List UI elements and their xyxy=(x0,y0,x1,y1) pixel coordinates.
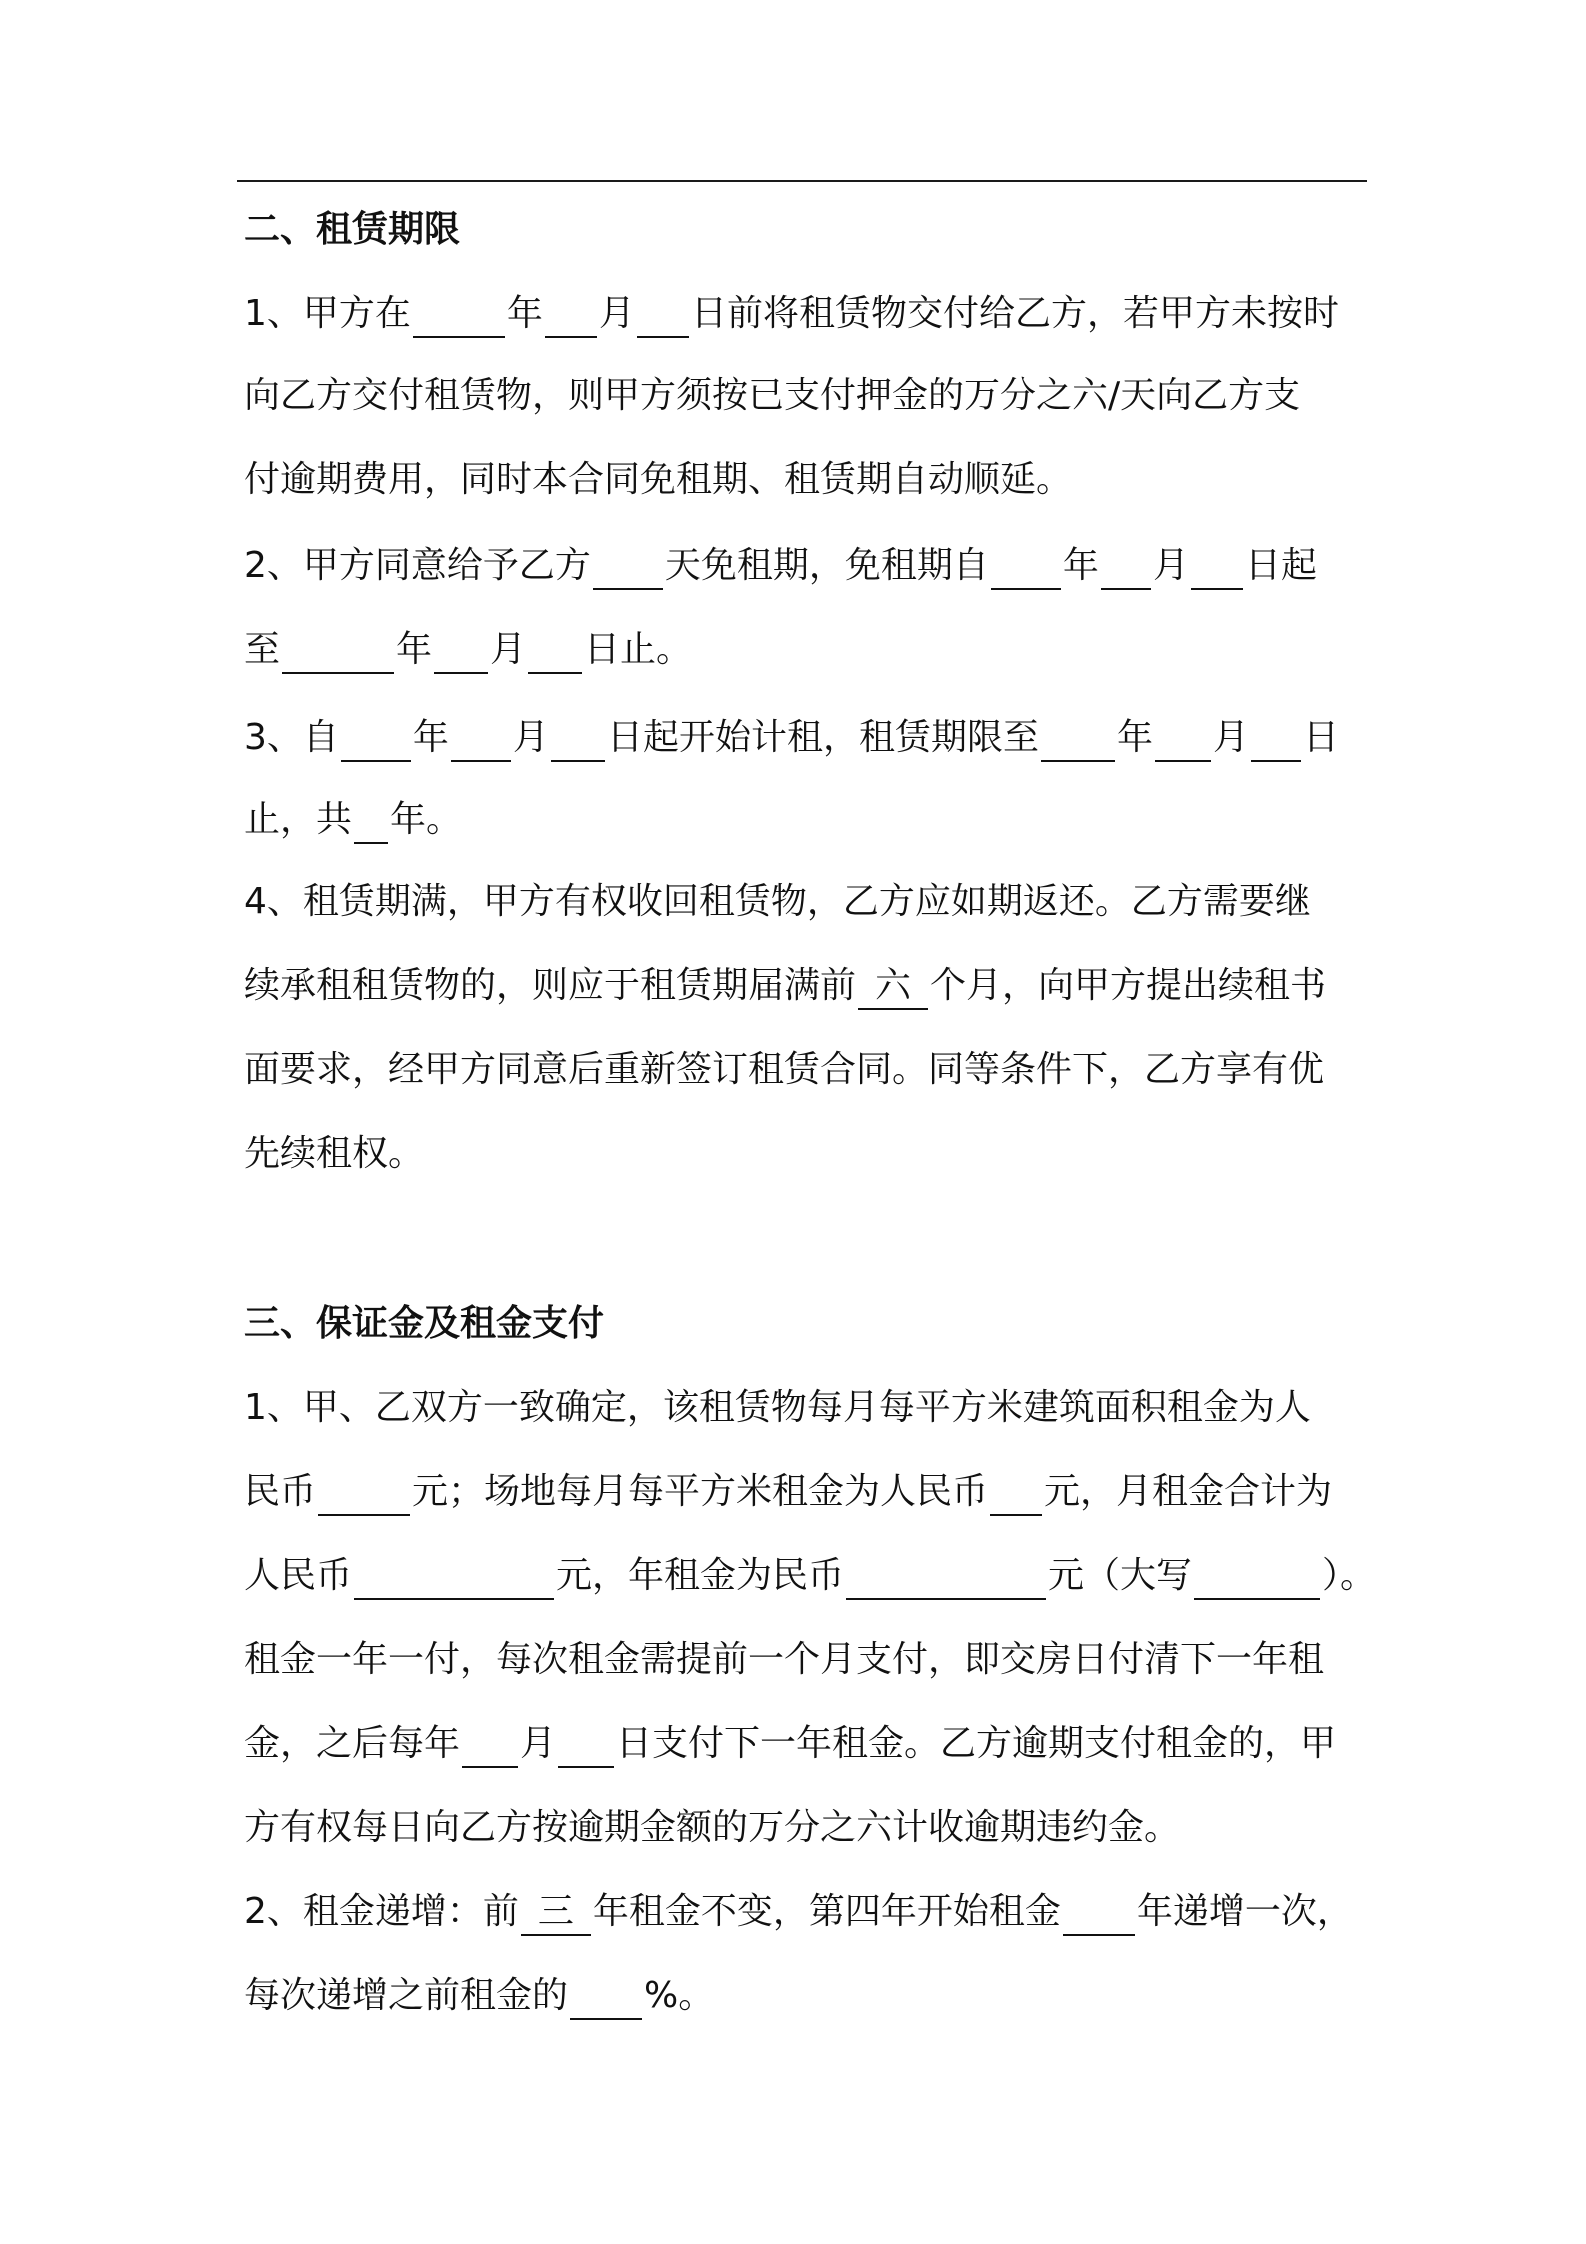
blank-month[interactable] xyxy=(451,716,511,762)
clause-2-3-line-1: 3、自 年 月 日起开始计租，租赁期限至 年 月 日 xyxy=(244,714,1339,762)
clause-3-2-line-1: 2、租金递增：前 三 年租金不变，第四年开始租金 年递增一次， xyxy=(244,1888,1353,1936)
blank-day[interactable] xyxy=(1191,544,1243,590)
blank-years-total[interactable] xyxy=(354,798,388,844)
blank-annual-rent[interactable] xyxy=(846,1554,1046,1600)
blank-month[interactable] xyxy=(1101,544,1151,590)
clause-3-1-line-6: 方有权每日向乙方按逾期金额的万分之六计收逾期违约金。 xyxy=(244,1807,1181,1848)
blank-rent-site[interactable] xyxy=(990,1470,1042,1516)
blank-day[interactable] xyxy=(1251,716,1301,762)
header-rule xyxy=(237,180,1367,182)
clause-3-2-line-2: 每次递增之前租金的 %。 xyxy=(244,1972,714,2020)
blank-month[interactable] xyxy=(1155,716,1211,762)
blank-month[interactable] xyxy=(545,292,597,338)
clause-3-1-line-5: 金，之后每年 月 日支付下一年租金。乙方逾期支付租金的，甲 xyxy=(244,1720,1336,1768)
clause-2-4-line-2: 续承租租赁物的，则应于租赁期届满前 六 个月，向甲方提出续租书 xyxy=(244,962,1326,1010)
clause-3-1-line-4: 租金一年一付，每次租金需提前一个月支付，即交房日付清下一年租 xyxy=(244,1639,1325,1680)
blank-months-notice[interactable]: 六 xyxy=(858,964,928,1010)
blank-day[interactable] xyxy=(551,716,605,762)
clause-3-1-line-2: 民币 元；场地每月每平方米租金为人民币 元，月租金合计为 xyxy=(244,1468,1332,1516)
clause-2-3-line-2: 止，共 年。 xyxy=(244,796,462,844)
blank-increase-percent[interactable] xyxy=(570,1974,642,2020)
blank-year[interactable] xyxy=(413,292,505,338)
clause-2-1-line-3: 付逾期费用，同时本合同免租期、租赁期自动顺延。 xyxy=(244,459,1073,500)
blank-increase-interval[interactable] xyxy=(1063,1890,1135,1936)
blank-year[interactable] xyxy=(1041,716,1115,762)
clause-2-2-line-1: 2、甲方同意给予乙方 天免租期，免租期自 年 月 日起 xyxy=(244,542,1317,590)
clause-2-1-line-1: 1、甲方在 年 月 日前将租赁物交付给乙方，若甲方未按时 xyxy=(244,290,1339,338)
blank-amount-in-words[interactable] xyxy=(1194,1554,1320,1600)
blank-year[interactable] xyxy=(341,716,411,762)
blank-day[interactable] xyxy=(558,1722,614,1768)
blank-year[interactable] xyxy=(991,544,1061,590)
blank-day[interactable] xyxy=(528,628,582,674)
clause-2-4-line-3: 面要求，经甲方同意后重新签订租赁合同。同等条件下，乙方享有优 xyxy=(244,1049,1325,1090)
clause-2-2-line-2: 至 年 月 日止。 xyxy=(244,626,692,674)
clause-3-1-line-1: 1、甲、乙双方一致确定，该租赁物每月每平方米建筑面积租金为人 xyxy=(244,1387,1311,1428)
section-2-heading: 二、租赁期限 xyxy=(244,209,461,250)
blank-month[interactable] xyxy=(462,1722,518,1768)
blank-fixed-years[interactable]: 三 xyxy=(521,1890,591,1936)
clause-2-4-line-4: 先续租权。 xyxy=(244,1133,425,1174)
blank-year[interactable] xyxy=(282,628,394,674)
clause-3-1-line-3: 人民币 元，年租金为民币 元（大写 ）。 xyxy=(244,1552,1376,1600)
blank-monthly-rent[interactable] xyxy=(354,1554,554,1600)
clause-2-1-line-2: 向乙方交付租赁物，则甲方须按已支付押金的万分之六/天向乙方支 xyxy=(244,375,1301,416)
section-3-heading: 三、保证金及租金支付 xyxy=(244,1303,605,1344)
blank-free-days[interactable] xyxy=(593,544,663,590)
blank-day[interactable] xyxy=(637,292,689,338)
clause-2-4-line-1: 4、租赁期满，甲方有权收回租赁物，乙方应如期返还。乙方需要继 xyxy=(244,881,1311,922)
blank-month[interactable] xyxy=(434,628,488,674)
blank-rent-building[interactable] xyxy=(318,1470,410,1516)
